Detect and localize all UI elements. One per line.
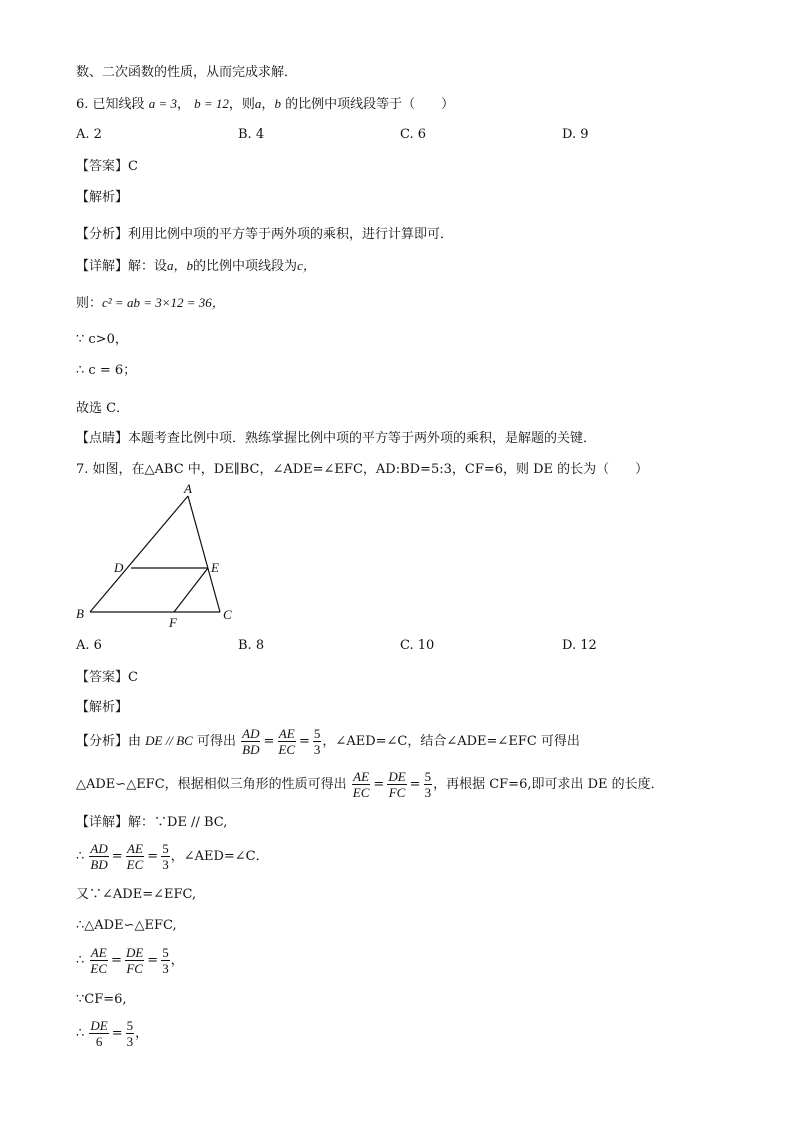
q6-step1 xyxy=(76,294,225,313)
q7-answer xyxy=(76,669,138,687)
segment-ef xyxy=(174,568,208,612)
q7-option-d: D. 12 xyxy=(562,638,597,653)
q6-stem xyxy=(76,95,454,114)
side-ac xyxy=(188,496,220,612)
q6-xiangjie-vars: a，b xyxy=(167,258,194,273)
q6-fenxi-text: 利用比例中项的平方等于两外项的乘积，进行计算即可． xyxy=(128,227,454,242)
q6-conclusion: 故选 C． xyxy=(76,401,130,416)
q7-fenxi-2b: ，再根据 CF=6,即可求出 DE 的长度． xyxy=(433,777,664,792)
q6-fenxi xyxy=(76,226,453,244)
frac-5-3-4: $\frac{5}{3}$ xyxy=(162,945,169,976)
label-c: C xyxy=(223,607,232,622)
q7-line-cf: ∵CF=6, xyxy=(76,992,127,1007)
frac-ae-ec-3: $\frac{AE}{EC}$ xyxy=(126,841,144,872)
therefore-symbol-2: ∴ xyxy=(76,953,85,968)
q7-analysis-tag: 【解析】 xyxy=(76,700,129,715)
q6-answer xyxy=(76,158,138,176)
q7-step-ratio: ∴ $\frac{AD}{BD}$ = $\frac{AE}{EC}$ = $\frac{5}{3}$ ，∠AED=∠C． xyxy=(76,841,269,872)
q6-analysis-tag: 【解析】 xyxy=(76,190,129,205)
q7-stem: 7. 如图，在△ABC 中，DE∥BC，∠ADE=∠EFC，AD:BD=5:3，CF=6，则 DE 的长为（ ） xyxy=(76,462,649,477)
q7-line-aed: ，∠AED=∠C． xyxy=(170,849,269,864)
label-b: B xyxy=(76,606,84,621)
q7-step-sim-ratio: ∴ $\frac{AE}{EC}$ = $\frac{DE}{FC}$ = $\frac{5}{3}$ ， xyxy=(76,945,184,976)
q6-step1-pre: 则： xyxy=(76,296,103,311)
q7-xiangjie xyxy=(76,814,227,832)
q6-stem-b: b = 12 xyxy=(194,96,229,111)
q6-xiangjie-c: c， xyxy=(297,258,316,273)
q7-option-b: B. 8 xyxy=(238,638,265,653)
q6-xiangjie xyxy=(76,257,316,276)
q7-triangle-figure xyxy=(70,482,250,630)
q6-stem-a: a = 3 xyxy=(148,96,177,111)
q7-fenxi-2a: △ADE∽△EFC，根据相似三角形的性质可得出 xyxy=(76,777,347,792)
frac-ae-ec-2: $\frac{AE}{EC}$ xyxy=(352,769,370,800)
frac-5-3-5: $\frac{5}{3}$ xyxy=(126,1018,134,1049)
q7-line-also: 又∵∠ADE=∠EFC, xyxy=(76,887,197,902)
q6-dianjing-text: 本题考查比例中项．熟练掌握比例中项的平方等于两外项的乘积，是解题的关键． xyxy=(128,431,597,446)
label-e: E xyxy=(211,560,219,575)
q6-dianjing xyxy=(76,430,596,448)
q7-fenxi-1a: 由 xyxy=(128,734,142,749)
q6-step1-expr: c² = ab = 3×12 = 36， xyxy=(102,295,225,310)
frac-5-3: $\frac{5}{3}$ xyxy=(313,726,321,757)
label-d: D xyxy=(114,560,124,575)
q6-comma2: ， xyxy=(261,97,275,112)
q6-stem-end: 的比例中项线段等于（ ） xyxy=(285,97,455,112)
q6-answer-value: C xyxy=(128,159,138,174)
q7-answer-tag: 【答案】 xyxy=(76,670,129,685)
frac-de-6: $\frac{DE}{6}$ xyxy=(90,1018,108,1049)
q6-xiangjie-text: 解：设 xyxy=(128,259,168,274)
intro-line: 数、二次函数的性质，从而完成求解． xyxy=(76,65,298,80)
frac-ad-bd: $\frac{AD}{BD}$ xyxy=(242,726,260,757)
therefore-symbol: ∴ xyxy=(76,849,85,864)
side-ab xyxy=(90,496,188,612)
q7-option-a: A. 6 xyxy=(76,638,102,653)
q6-stem-prefix: 6. 已知线段 xyxy=(76,97,145,112)
q6-fenxi-tag: 【分析】 xyxy=(76,227,129,242)
q6-stem-mid: ，则 xyxy=(228,97,255,112)
q7-line-sim: ∴△ADE∽△EFC, xyxy=(76,918,177,933)
q7-fenxi-tag: 【分析】 xyxy=(76,734,129,749)
q7-fenxi-line2: △ADE∽△EFC，根据相似三角形的性质可得出 $\frac{AE}{EC}$ = $\frac{DE}{FC}$ = $\frac{5}{3}$ ，再根据 CF=6,即可求出 DE 的长度． xyxy=(76,769,664,800)
q6-option-a: A. 2 xyxy=(76,127,102,142)
frac-ad-bd-3: $\frac{AD}{BD}$ xyxy=(90,841,108,872)
comma: ， xyxy=(170,953,184,968)
frac-de-fc-2: $\frac{DE}{FC}$ xyxy=(125,945,144,976)
comma-2: ， xyxy=(135,1026,149,1041)
q6-step2: ∵ c>0， xyxy=(76,332,128,347)
therefore-symbol-3: ∴ xyxy=(76,1026,85,1041)
q6-xiangjie-tag: 【详解】 xyxy=(76,259,129,274)
frac-ae-ec: $\frac{AE}{EC}$ xyxy=(278,726,296,757)
frac-ae-ec-4: $\frac{AE}{EC}$ xyxy=(90,945,108,976)
q6-step3: ∴ c = 6； xyxy=(76,363,137,378)
q7-fenxi-de-bc: DE // BC xyxy=(145,733,193,748)
q6-option-d: D. 9 xyxy=(562,127,589,142)
label-f: F xyxy=(169,615,177,630)
q7-option-c: C. 10 xyxy=(400,638,435,653)
frac-5-3-3: $\frac{5}{3}$ xyxy=(162,841,169,872)
q7-fenxi-1d: ，∠AED=∠C，结合∠ADE=∠EFC 可得出 xyxy=(322,734,580,749)
q7-step-final: ∴ $\frac{DE}{6}$ = $\frac{5}{3}$ ， xyxy=(76,1018,149,1049)
q6-answer-tag: 【答案】 xyxy=(76,159,129,174)
q6-var-b: b xyxy=(274,96,281,111)
q7-fenxi-1c: 可得出 xyxy=(196,734,236,749)
q7-xiangjie-tag: 【详解】 xyxy=(76,815,129,830)
q6-comma: ， xyxy=(176,97,190,112)
q6-xiangjie-mid: 的比例中项线段为 xyxy=(193,259,298,274)
frac-5-3-2: $\frac{5}{3}$ xyxy=(424,769,432,800)
q6-option-c: C. 6 xyxy=(400,127,427,142)
q7-fenxi-line1: 【分析】由 DE // BC 可得出 $\frac{AD}{BD}$ = $\frac{AE}{EC}$ = $\frac{5}{3}$ ，∠AED=∠C，结合∠ADE=∠EFC 可得出 xyxy=(76,726,580,757)
frac-de-fc: $\frac{DE}{FC}$ xyxy=(388,769,406,800)
q7-answer-value: C xyxy=(128,670,138,685)
q6-var-a: a xyxy=(254,96,262,111)
q6-option-b: B. 4 xyxy=(238,127,265,142)
label-a: A xyxy=(184,482,192,496)
q7-xiangjie-text: 解：∵DE // BC, xyxy=(128,815,228,830)
q6-dianjing-tag: 【点睛】 xyxy=(76,431,129,446)
